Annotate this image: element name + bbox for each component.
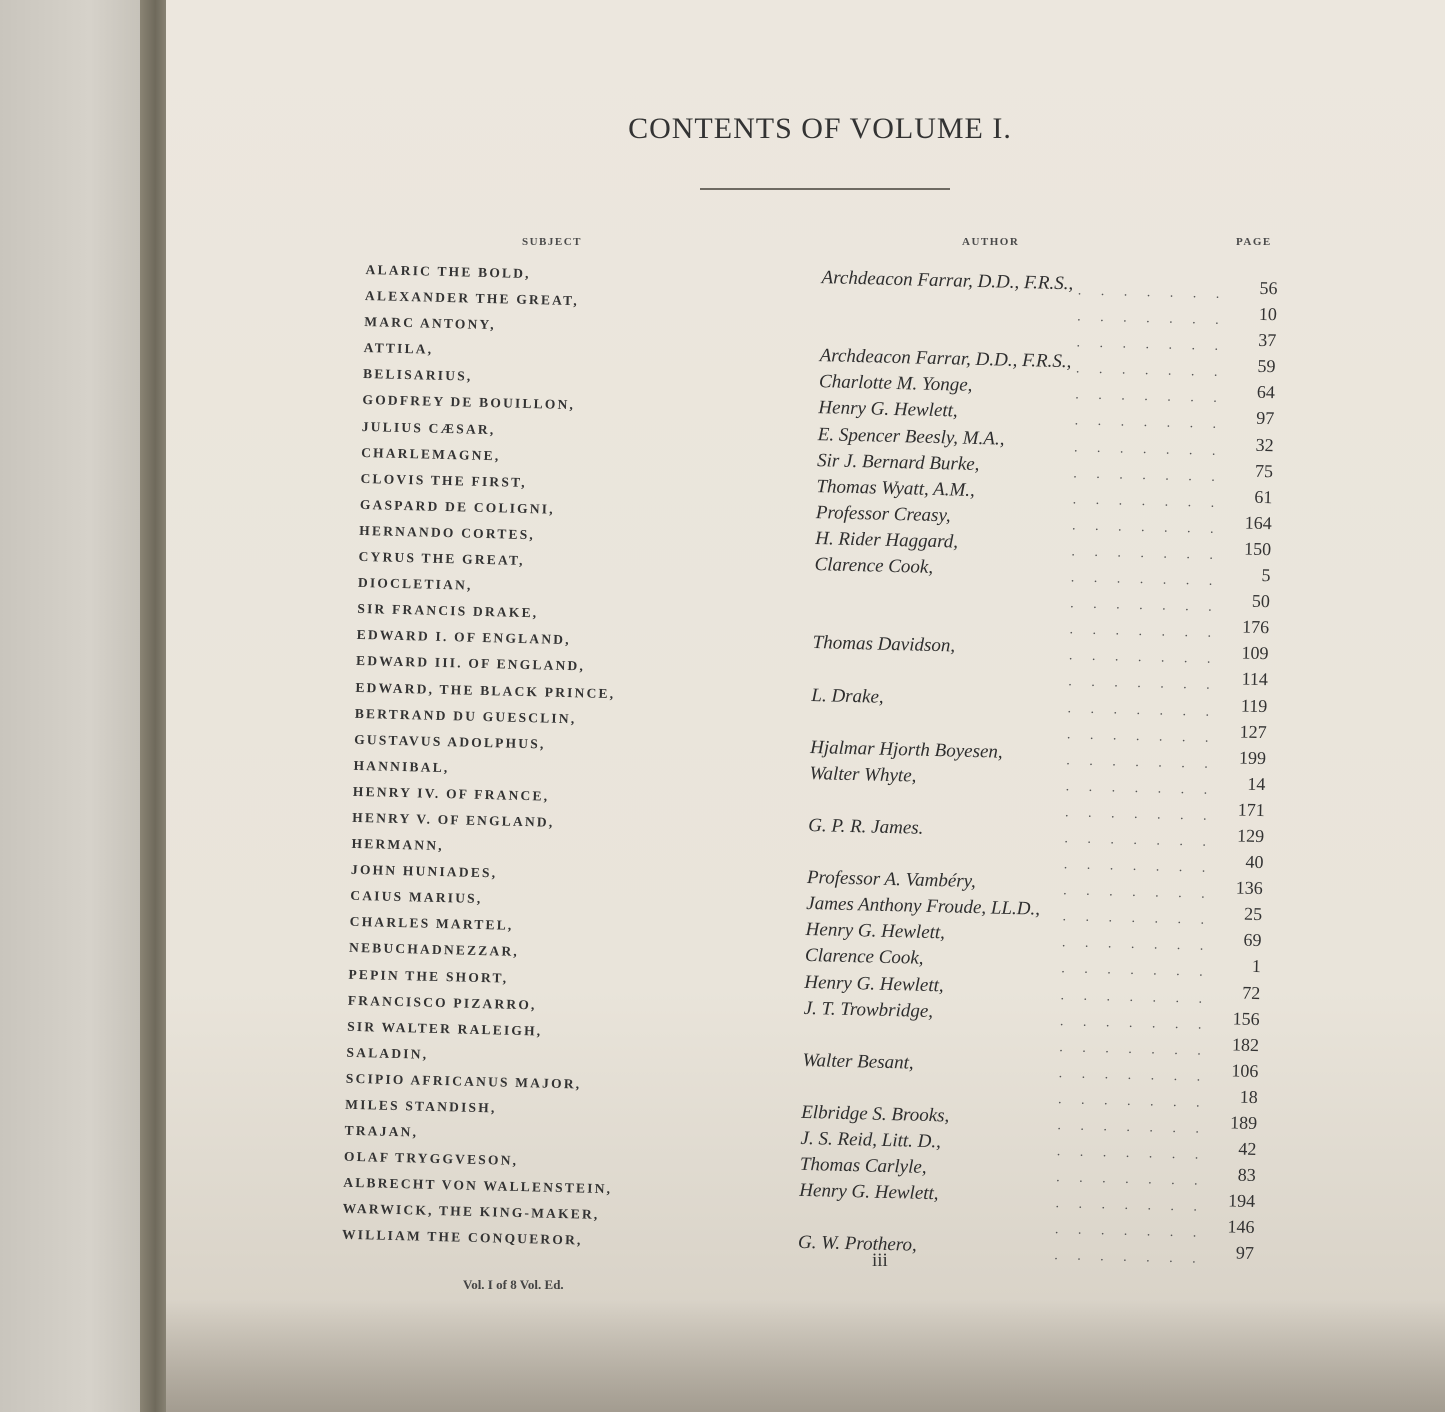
entry-author: J. S. Reid, Litt. D., [800,1127,942,1153]
entry-subject: EDWARD III. OF ENGLAND, [355,653,586,674]
dot-leader: . . . . . . . [1054,1248,1204,1268]
dot-leader: . . . . . . . [1074,413,1225,433]
entry-subject: SALADIN, [346,1044,429,1062]
entry-page: 64 [1256,382,1276,403]
entry-author: James Anthony Froude, LL.D., [806,893,1041,920]
entry-subject: ATTILA, [363,340,434,357]
entry-page: 83 [1237,1164,1257,1186]
page-shadow [166,1300,1445,1412]
dot-leader: . . . . . . . [1077,283,1228,303]
entry-page: 72 [1242,982,1261,1003]
entry-page: 119 [1240,695,1268,716]
entry-subject: TRAJAN, [344,1122,419,1140]
entry-subject: EDWARD, THE BLACK PRINCE, [355,679,616,701]
entry-subject: WARWICK, THE KING-MAKER, [342,1201,600,1223]
dot-leader: . . . . . . . [1063,857,1214,876]
entry-subject: CLOVIS THE FIRST, [360,470,528,490]
dot-leader: . . . . . . . [1073,439,1224,459]
entry-subject: CHARLEMAGNE, [361,444,501,463]
dot-leader: . . . . . . . [1073,466,1224,485]
entry-page: 42 [1238,1138,1257,1160]
entry-page: 164 [1244,512,1272,534]
entry-author: G. P. R. James. [807,814,924,839]
dot-leader: . . . . . . . [1056,1170,1206,1189]
entry-subject: WILLIAM THE CONQUEROR, [341,1227,583,1249]
dot-leader: . . . . . . . [1056,1144,1207,1163]
entry-page: 69 [1243,929,1262,951]
entry-page: 18 [1239,1086,1258,1107]
dot-leader: . . . . . . . [1069,622,1220,642]
dot-leader: . . . . . . . [1057,1118,1208,1137]
dot-leader: . . . . . . . [1061,935,1212,955]
dot-leader: . . . . . . . [1071,518,1222,537]
entry-page: 171 [1237,799,1265,820]
entry-page: 56 [1259,277,1278,299]
dot-leader: . . . . . . . [1066,726,1217,746]
dot-leader: . . . . . . . [1055,1196,1206,1216]
entry-page: 25 [1243,903,1263,925]
entry-subject: FRANCISCO PIZARRO, [347,992,537,1013]
entry-author: Henry G. Hewlett, [804,971,944,996]
entry-author: Professor A. Vambéry, [806,867,977,893]
entry-author: Henry G. Hewlett, [805,919,946,944]
dot-leader: . . . . . . . [1059,1013,1210,1033]
entry-subject: SCIPIO AFRICANUS MAJOR, [345,1070,582,1092]
entry-subject: SIR WALTER RALEIGH, [346,1018,543,1039]
header-page: PAGE [1236,236,1272,248]
dot-leader: . . . . . . . [1064,805,1215,824]
entry-subject: CAIUS MARIUS, [350,888,483,907]
entry-page: 75 [1254,460,1274,481]
entry-subject: BELISARIUS, [362,366,473,385]
entry-page: 146 [1227,1216,1255,1238]
header-subject: SUBJECT [522,236,583,248]
entry-author: Thomas Davidson, [812,632,956,657]
dot-leader: . . . . . . . [1077,309,1227,329]
dot-leader: . . . . . . . [1059,1039,1210,1059]
entry-author: Hjalmar Hjorth Boyesen, [809,736,1003,763]
entry-subject: GODFREY DE BOUILLON, [362,392,576,413]
dot-leader: . . . . . . . [1057,1092,1208,1111]
entry-page: 10 [1258,303,1278,325]
header-author: AUTHOR [962,236,1020,248]
entry-page: 136 [1235,877,1264,899]
entry-page: 189 [1229,1112,1258,1134]
dot-leader: . . . . . . . [1065,779,1216,798]
dot-leader: . . . . . . . [1070,570,1221,589]
entry-subject: NEBUCHADNEZZAR, [348,940,520,960]
dot-leader: . . . . . . . [1068,648,1219,668]
dot-leader: . . . . . . . [1064,831,1215,850]
entry-author: Charlotte M. Yonge, [818,371,973,397]
entry-author: E. Spencer Beesly, M.A., [817,423,1005,450]
entry-page: 40 [1245,851,1264,873]
entry-author: H. Rider Haggard, [814,528,959,553]
entry-subject: HANNIBAL, [353,757,450,775]
entry-author: Sir J. Bernard Burke, [816,449,980,475]
entry-author: Henry G. Hewlett, [818,397,958,422]
entry-author: Archdeacon Farrar, D.D., F.R.S., [819,345,1072,373]
entry-author: Professor Creasy, [815,501,951,527]
volume-note: Vol. I of 8 Vol. Ed. [463,1277,564,1292]
entry-subject: HERMANN, [351,835,445,854]
entry-page: 32 [1255,434,1274,455]
entry-subject: MARC ANTONY, [364,314,496,333]
dot-leader: . . . . . . . [1061,961,1211,981]
dot-leader: . . . . . . . [1072,492,1223,511]
entry-page: 194 [1227,1190,1256,1212]
dot-leader: . . . . . . . [1068,674,1218,694]
entry-author: J. T. Trowbridge, [803,997,934,1022]
entry-page: 114 [1241,668,1269,690]
entry-author: L. Drake, [811,684,884,708]
dot-leader: . . . . . . . [1066,752,1217,772]
entry-subject: ALEXANDER THE GREAT, [364,288,580,309]
entry-page: 5 [1261,565,1271,586]
contents-list [342,256,1286,1270]
entry-subject: HENRY V. OF ENGLAND, [352,809,555,830]
entry-subject: JOHN HUNIADES, [350,861,498,881]
dot-leader: . . . . . . . [1075,387,1225,407]
entry-page: 150 [1243,538,1272,560]
entry-subject: PEPIN THE SHORT, [348,966,509,986]
dot-leader: . . . . . . . [1075,361,1226,381]
dot-leader: . . . . . . . [1054,1222,1205,1242]
title-divider [700,188,950,190]
entry-page: 14 [1247,773,1266,794]
entry-author: Walter Whyte, [809,762,917,787]
entry-page: 50 [1251,590,1271,612]
entry-subject: ALBRECHT VON WALLENSTEIN, [343,1175,613,1197]
entry-page: 129 [1236,825,1265,847]
entry-author: G. W. Prothero, [797,1232,917,1257]
dot-leader: . . . . . . . [1070,596,1220,616]
dot-leader: . . . . . . . [1071,544,1222,563]
dot-leader: . . . . . . . [1062,909,1213,929]
entry-page: 59 [1257,356,1276,377]
entry-subject: JULIUS CÆSAR, [361,418,496,437]
entry-author: Henry G. Hewlett, [799,1180,939,1205]
entry-subject: GASPARD DE COLIGNI, [359,496,556,517]
entry-author: Thomas Wyatt, A.M., [816,475,976,501]
entry-page: 97 [1256,408,1275,429]
entry-subject: EDWARD I. OF ENGLAND, [356,627,571,648]
entry-subject: OLAF TRYGGVESON, [343,1148,519,1169]
entry-subject: BERTRAND DU GUESCLIN, [354,705,577,726]
entry-author: Walter Besant, [802,1049,914,1074]
entry-subject: SIR FRANCIS DRAKE, [357,601,539,621]
entry-subject: MILES STANDISH, [345,1096,497,1116]
entry-author: Archdeacon Farrar, D.D., F.R.S., [821,267,1074,295]
dot-leader: . . . . . . . [1058,1065,1209,1085]
entry-page: 109 [1241,642,1269,664]
entry-subject: CHARLES MARTEL, [349,914,514,934]
entry-subject: GUSTAVUS ADOLPHUS, [354,731,546,752]
entry-subject: ALARIC THE BOLD, [365,261,531,282]
entry-subject: HENRY IV. OF FRANCE, [352,783,550,804]
dot-leader: . . . . . . . [1063,883,1213,903]
page-number: iii [872,1250,888,1271]
entry-page: 176 [1241,616,1270,638]
entry-page: 199 [1238,747,1267,768]
page-title: CONTENTS OF VOLUME I. [628,112,1012,145]
entry-author: Clarence Cook, [804,945,924,970]
entry-subject: HERNANDO CORTES, [359,522,536,543]
entry-page: 106 [1231,1060,1259,1081]
entry-author: Elbridge S. Brooks, [800,1101,950,1127]
facing-page [0,0,150,1412]
entry-author: Clarence Cook, [814,554,934,578]
dot-leader: . . . . . . . [1067,700,1218,720]
entry-page: 127 [1239,721,1267,742]
entry-page: 156 [1232,1008,1260,1029]
entry-page: 37 [1257,330,1277,351]
entry-subject: DIOCLETIAN, [357,575,473,593]
entry-page: 182 [1231,1034,1260,1055]
dot-leader: . . . . . . . [1076,335,1227,355]
entry-page: 1 [1251,956,1262,977]
dot-leader: . . . . . . . [1060,987,1211,1007]
entry-page: 61 [1254,486,1273,507]
entry-author: Thomas Carlyle, [799,1154,927,1179]
entry-subject: CYRUS THE GREAT, [358,548,525,568]
entry-page: 97 [1235,1243,1255,1264]
